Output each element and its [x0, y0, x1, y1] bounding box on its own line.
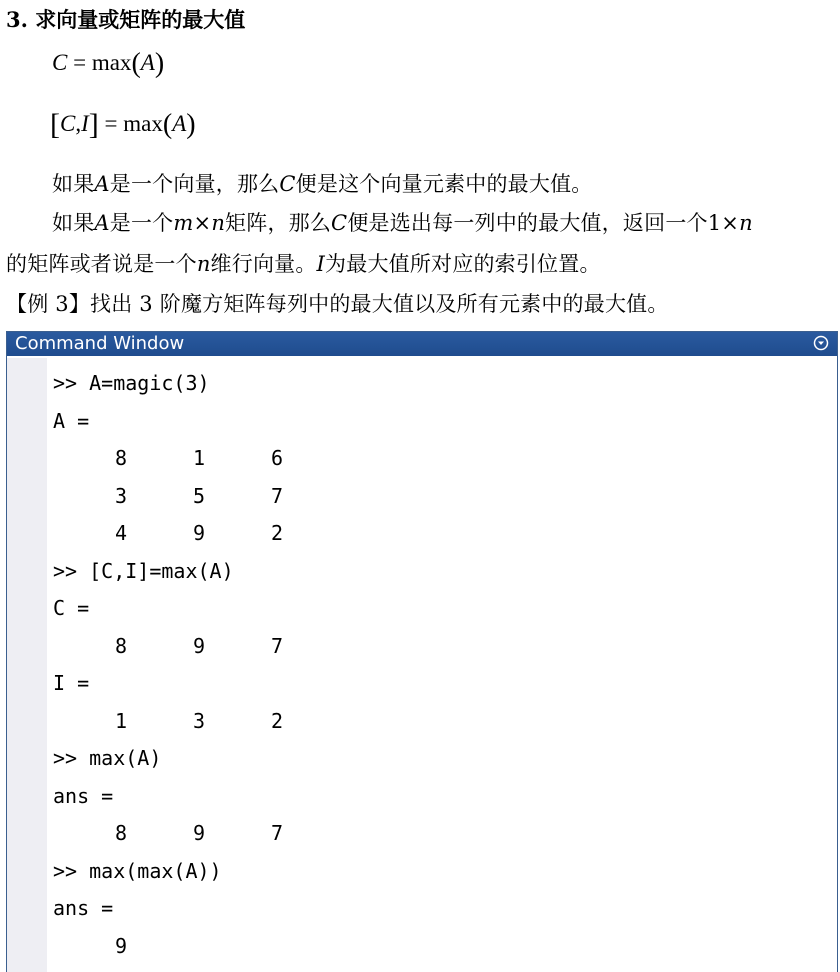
matrix-cell: 8: [115, 446, 128, 470]
command-output-line: C =: [53, 596, 90, 620]
paragraph-matrix-case-cont: 的矩阵或者说是一个n维行向量。I为最大值所对应的索引位置。: [6, 252, 601, 276]
matrix-cell: 9: [193, 821, 206, 845]
command-output-row: [53, 931, 349, 969]
command-output-row: [53, 443, 349, 481]
formula-func: max: [91, 50, 132, 75]
command-output-line: ans =: [53, 896, 114, 920]
matrix-cell: 8: [115, 821, 128, 845]
formula-lhs-i: I: [81, 111, 89, 136]
command-window-titlebar[interactable]: [7, 332, 837, 356]
matrix-cell: 2: [271, 521, 284, 545]
matrix-cell: 8: [115, 633, 128, 658]
formula-arg: A: [140, 50, 155, 75]
formula-equals: =: [73, 50, 87, 75]
circle-chevron-down-icon[interactable]: [813, 335, 829, 351]
matrix-cell: 9: [193, 521, 206, 545]
matrix-cell: 3: [193, 708, 206, 733]
matrix-cell: 2: [271, 708, 284, 733]
example-heading: 【例 3】找出 3 阶魔方矩阵每列中的最大值以及所有元素中的最大值。: [6, 292, 669, 316]
matrix-cell: 1: [115, 708, 128, 733]
command-prompt-line: >> [C,I]=max(A): [53, 558, 234, 583]
command-prompt-line: >> max(A): [53, 746, 162, 770]
matrix-cell: 4: [115, 521, 128, 545]
matrix-cell: 7: [271, 483, 284, 508]
command-output-row: [53, 706, 349, 744]
matrix-cell: 9: [193, 633, 206, 658]
command-window-title: Command Window: [15, 333, 185, 354]
command-prompt-line: >> max(max(A)): [53, 858, 222, 883]
command-window-body[interactable]: [7, 358, 837, 972]
command-output-line: I =: [53, 671, 90, 695]
command-output-line: A =: [53, 408, 90, 433]
section-title: 3. 求向量或矩阵的最大值: [6, 7, 246, 32]
command-window-gutter: [7, 358, 47, 972]
formula-max: C = max(A): [52, 48, 165, 79]
command-output-line: ans =: [53, 783, 114, 808]
command-output-row: [53, 518, 349, 556]
paragraph-vector-case: 如果A是一个向量，那么C便是这个向量元素中的最大值。: [52, 172, 593, 196]
matrix-cell: 1: [193, 446, 206, 470]
matrix-cell: 7: [271, 633, 284, 658]
formula-arg: A: [172, 111, 187, 136]
command-output: [53, 368, 349, 968]
matrix-cell: 9: [115, 933, 128, 958]
matrix-cell: 5: [193, 483, 206, 508]
matrix-cell: 6: [271, 446, 284, 470]
paragraph-matrix-case: 如果A是一个m×n矩阵，那么C便是选出每一列中的最大值，返回一个1×n: [52, 211, 753, 235]
command-prompt-line: >> A=magic(3): [53, 371, 210, 395]
formula-lhs-c: C: [60, 111, 76, 136]
formula-func: max: [123, 111, 163, 136]
formula-max-index: [C,I] = max(A): [50, 108, 196, 141]
formula-lhs: C: [52, 50, 68, 75]
matrix-cell: 3: [115, 483, 128, 508]
formula-equals: =: [104, 111, 118, 136]
command-output-row: [53, 481, 349, 519]
command-output-row: [53, 631, 349, 669]
command-output-row: [53, 818, 349, 856]
matrix-cell: 7: [271, 821, 284, 845]
command-window[interactable]: [6, 331, 838, 972]
